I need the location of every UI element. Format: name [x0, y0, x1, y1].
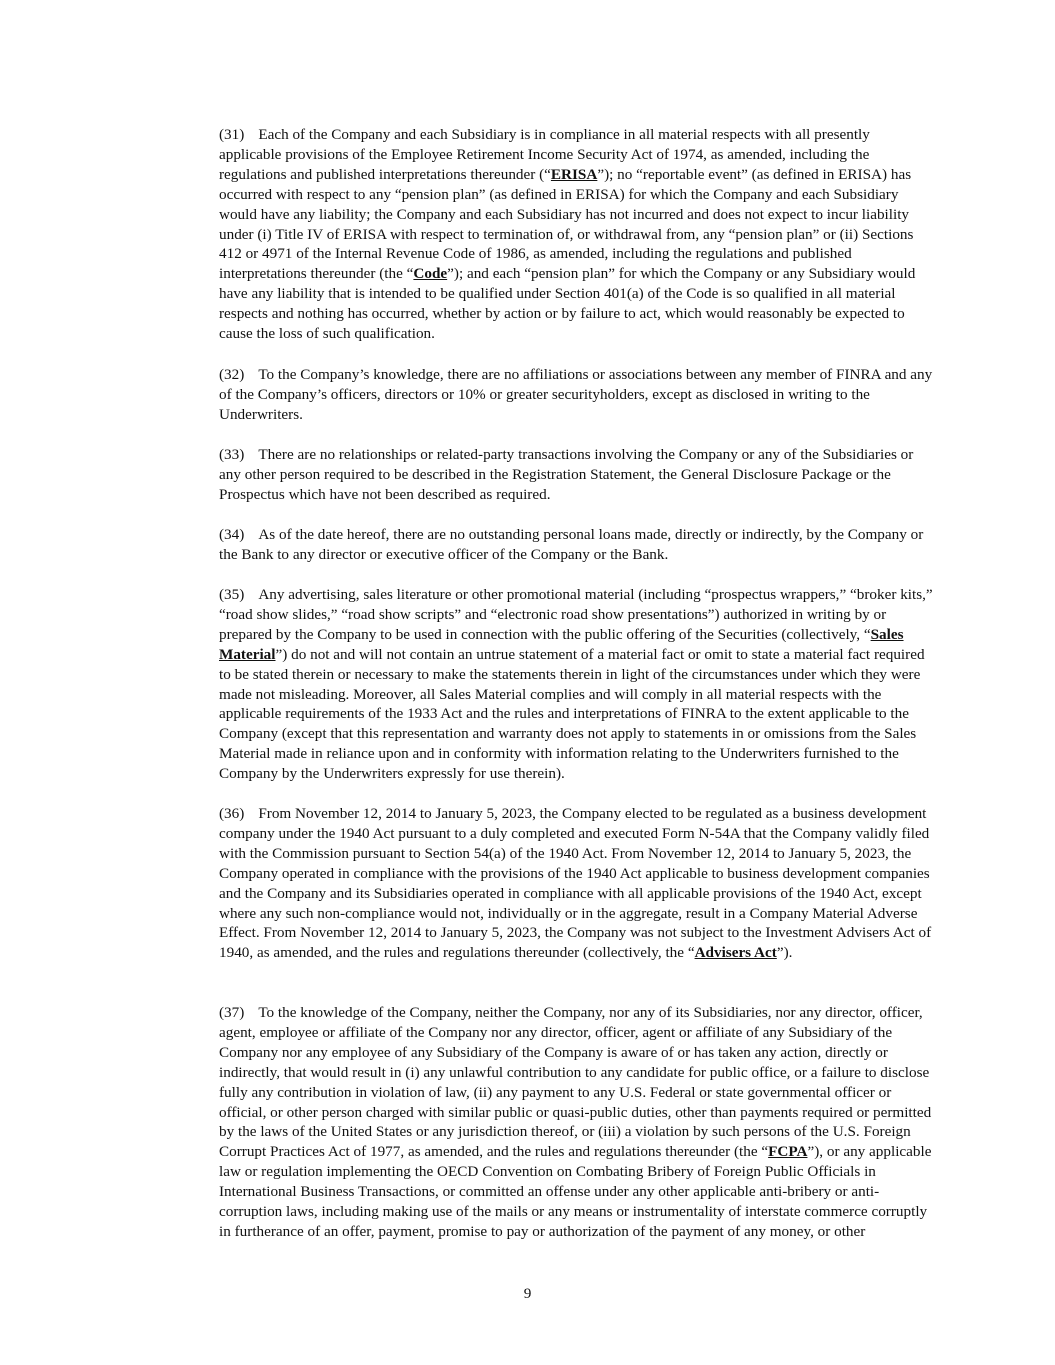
paragraph-37 [124, 1003, 934, 1242]
defined-term: Sales Material [219, 625, 904, 663]
paragraph-31 [124, 125, 934, 344]
text-segment: Any advertising, sales literature or other promotional material (including “prospectus wrappers,” “broker kits,” “road show slides,” “road show scripts” and “electronic road show presentations”) authorized in writing by or prepared by the Company to be used in connection with the public offering of the Securities (collectively, “ [219, 586, 933, 643]
paragraph-number: (36) [219, 805, 245, 822]
defined-term: FCPA [768, 1143, 808, 1161]
text-segment: ”); and each “pension plan” for which the Company or any Subsidiary would have any liability that is intended to be qualified under Section 401(a) of the Code is so qualified in all material respects and nothing has occurred, whether by action or by failure to act, which would reasonably be expected to cause the loss of such qualification. [219, 265, 916, 343]
text-segment: Each of the Company and each Subsidiary is in compliance in all material respects with all presently applicable provisions of the Employee Retirement Income Security Act of 1974, as amended, including the regulations and published interpretations thereunder (“ [219, 126, 870, 183]
paragraph-text [124, 365, 934, 425]
defined-term: Code [413, 265, 448, 283]
paragraph-text [124, 445, 934, 505]
paragraph-number: (33) [219, 446, 245, 463]
paragraph-number: (35) [219, 586, 245, 603]
text-segment: ”). [776, 944, 793, 962]
text-segment: ”) do not and will not contain an untrue statement of a material fact or omit to state a material fact required to be stated therein or necessary to make the statements therein in light of the circumstances under which they were made not misleading. Moreover, all Sales Material complies and will comply in all material respects with the applicable requirements of the 1933 Act and the rules and interpretations of FINRA to the extent applicable to the Company (except that this representation and warranty does not apply to statements in or omissions from the Sales Material made in reliance upon and in conformity with information relating to the Underwriters furnished to the Company by the Underwriters expressly for use therein). [219, 645, 925, 783]
paragraph-text [124, 525, 934, 565]
paragraph-33 [124, 445, 934, 505]
paragraph-text [124, 1003, 934, 1242]
defined-term: ERISA [550, 165, 598, 183]
paragraph-text [124, 804, 934, 963]
paragraph-number: (32) [219, 366, 245, 383]
text-segment: To the Company’s knowledge, there are no affiliations or associations between any member of FINRA and any of the Company’s officers, directors or 10% or greater securityholders, except as disclosed in writing to the Underwriters. [219, 366, 933, 423]
paragraph-text [124, 125, 934, 344]
paragraph-34 [124, 525, 934, 565]
text-segment: ”), or any applicable law or regulation implementing the OECD Convention on Combating Bribery of Foreign Public Officials in International Business Transactions, or committed an offense under any other applicable anti-bribery or anti-corruption laws, including making use of the mails or any means or instrumentality of interstate commerce corruptly in furtherance of an offer, payment, promise to pay or authorization of the payment of any money, or other [219, 1143, 932, 1240]
paragraph-number: (34) [219, 526, 245, 543]
paragraph-number: (37) [219, 1004, 245, 1021]
text-segment: There are no relationships or related-party transactions involving the Company or any of the Subsidiaries or any other person required to be described in the Registration Statement, the General Disclosure Package or the Prospectus which have not been described as required. [219, 446, 914, 503]
paragraph-35 [124, 585, 934, 784]
text-segment: From November 12, 2014 to January 5, 2023, the Company elected to be regulated as a business development company under the 1940 Act pursuant to a duly completed and executed Form N-54A that the Company validly filed with the Commission pursuant to Section 54(a) of the 1940 Act. From November 12, 2014 to January 5, 2023, the Company operated in compliance with the provisions of the 1940 Act applicable to business development companies and the Company and its Subsidiaries operated in compliance with all applicable provisions of the 1940 Act, except where any such non-compliance would not, individually or in the aggregate, result in a Company Material Adverse Effect. From November 12, 2014 to January 5, 2023, the Company was not subject to the Investment Advisers Act of 1940, as amended, and the rules and regulations thereunder (collectively, the “ [219, 805, 932, 962]
paragraph-number: (31) [219, 126, 245, 143]
text-segment: ”); no “reportable event” (as defined in ERISA) has occurred with respect to any “pension plan” (as defined in ERISA) for which the Company and each Subsidiary would have any liability; the Company and each Subsidiary has not incurred and does not expect to incur liability under (i) Title IV of ERISA with respect to termination of, or withdrawal from, any “pension plan” or (ii) Sections 412 or 4971 of the Internal Revenue Code of 1986, as amended, including the regulations and published interpretations thereunder (the “ [219, 165, 914, 283]
paragraph-32 [124, 365, 934, 425]
paragraph-36 [124, 804, 934, 963]
defined-term: Advisers Act [694, 944, 777, 962]
text-segment: To the knowledge of the Company, neither the Company, nor any of its Subsidiaries, nor any director, officer, agent, employee or affiliate of the Company nor any director, officer, agent or affiliate of any Subsidiary of the Company nor any employee of any Subsidiary of the Company is aware of or has taken any action, directly or indirectly, that would result in (i) any unlawful contribution to any candidate for public office, or a failure to disclose fully any contribution in violation of law, (ii) any payment to any U.S. Federal or state governmental officer or official, or other person charged with similar public or quasi-public duties, other than payments required or permitted by the laws of the United States or any jurisdiction thereof, or (iii) a violation by such persons of the U.S. Foreign Corrupt Practices Act of 1977, as amended, and the rules and regulations thereunder (the “ [219, 1004, 932, 1161]
page-number: 9 [523, 1285, 532, 1302]
text-segment: As of the date hereof, there are no outstanding personal loans made, directly or indirectly, by the Company or the Bank to any director or executive officer of the Company or the Bank. [219, 526, 924, 563]
paragraph-text [124, 585, 934, 784]
